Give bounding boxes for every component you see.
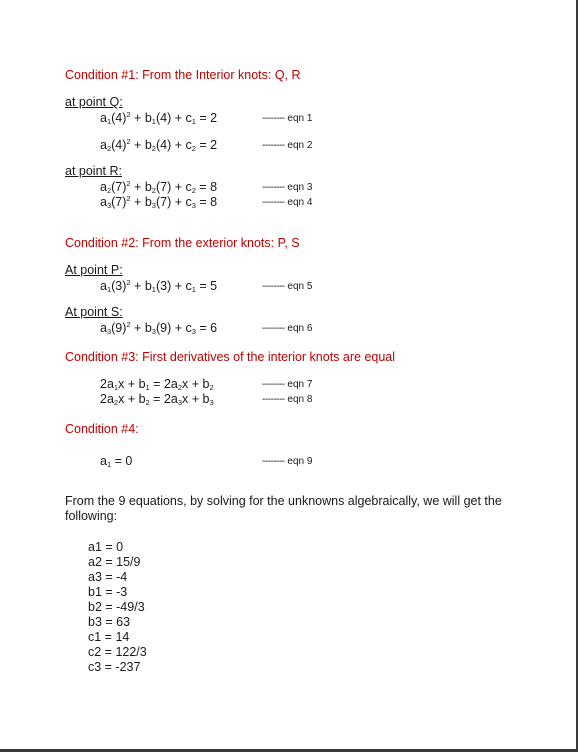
condition-3-heading: Condition #3: First derivatives of the interior knots are equal	[65, 350, 396, 364]
equation-2: $a_2(4)^2 + b_2(4) + c_2 = 2$	[100, 137, 218, 153]
equation-5: $a_1(3)^2 + b_1(3) + c_1 = 5$	[100, 278, 218, 294]
point-r-label: at point R:	[65, 164, 122, 178]
results-list	[88, 540, 147, 675]
result-item: c2 = 122/3	[88, 645, 147, 659]
result-item: b2 = -49/3	[88, 600, 145, 614]
equation-8: $2a_2x + b_2 = 2a_3x + b_3$	[100, 392, 214, 407]
result-item: a2 = 15/9	[88, 555, 141, 569]
result-item: a3 = -4	[88, 570, 128, 584]
point-p-label: At point P:	[65, 263, 123, 277]
condition-2-heading: Condition #2: From the exterior knots: P, S	[65, 236, 300, 250]
equation-4: $a_3(7)^2 + b_3(7) + c_3 = 8$	[100, 194, 218, 210]
eqn-3-tag: -------- eqn 3	[262, 182, 313, 193]
eqn-1-tag: -------- eqn 1	[262, 113, 313, 124]
result-item: c3 = -237	[88, 660, 141, 674]
eqn-2-tag: -------- eqn 2	[262, 140, 313, 151]
result-item: a1 = 0	[88, 540, 124, 554]
eqn-7-tag: -------- eqn 7	[262, 379, 313, 390]
conclusion-paragraph: From the 9 equations, by solving for the unknowns algebraically, we will get the following:	[65, 494, 502, 523]
point-s-label: At point S:	[65, 305, 123, 319]
equation-7: $2a_1x + b_1 = 2a_2x + b_2$	[100, 377, 214, 392]
equation-6: $a_3(9)^2 + b_3(9) + c_3 = 6$	[100, 320, 218, 336]
result-item: c1 = 14	[88, 630, 130, 644]
result-item: b1 = -3	[88, 585, 128, 599]
condition-4-heading: Condition #4:	[65, 422, 139, 436]
eqn-9-tag: -------- eqn 9	[262, 456, 313, 467]
equation-1: $a_1(4)^2 + b_1(4) + c_1 = 2$	[100, 110, 218, 126]
eqn-8-tag: -------- eqn 8	[262, 394, 313, 405]
condition-1-heading: Condition #1: From the Interior knots: Q, R	[65, 68, 301, 82]
result-item: b3 = 63	[88, 615, 131, 629]
point-q-label: at point Q:	[65, 95, 123, 109]
equation-9: $a_1 = 0$	[100, 454, 133, 469]
equation-3: $a_2(7)^2 + b_2(7) + c_2 = 8$	[100, 179, 218, 195]
eqn-5-tag: -------- eqn 5	[262, 281, 313, 292]
eqn-4-tag: -------- eqn 4	[262, 197, 313, 208]
eqn-6-tag: -------- eqn 6	[262, 323, 313, 334]
